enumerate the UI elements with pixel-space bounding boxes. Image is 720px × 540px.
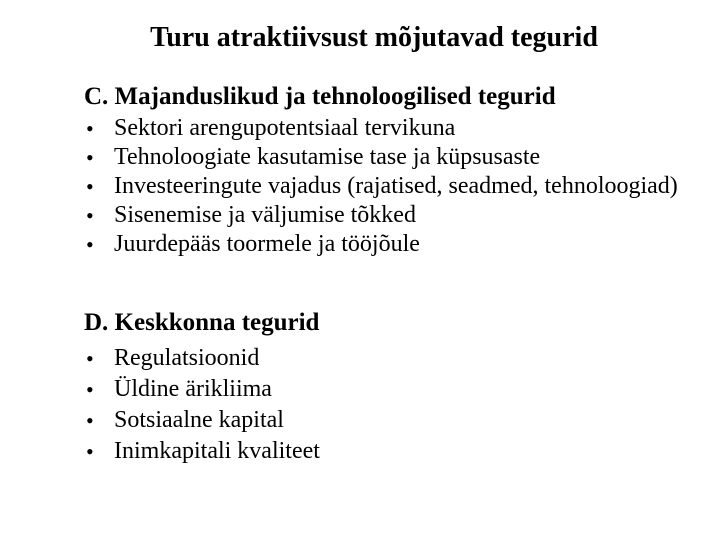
bullet-icon: • — [86, 408, 94, 433]
bullet-icon: • — [86, 346, 94, 371]
list-item — [84, 374, 684, 405]
list-item-text: Juurdepääs toormele ja tööjõule — [114, 231, 420, 257]
bullet-icon: • — [86, 232, 94, 257]
list-item-text: Sektori arengupotentsiaal tervikuna — [114, 115, 456, 141]
list-item-text: Regulatsioonid — [114, 345, 260, 371]
bullet-list-d — [84, 343, 684, 467]
bullet-icon: • — [86, 174, 94, 199]
bullet-icon: • — [86, 145, 94, 170]
list-item-text: Tehnoloogiate kasutamise tase ja küpsusaste — [114, 144, 541, 170]
section-heading-d: D. Keskkonna tegurid — [84, 309, 320, 336]
list-item-text: Sotsiaalne kapital — [114, 407, 284, 433]
list-item — [84, 114, 684, 143]
bullet-list-c — [84, 114, 684, 259]
list-item — [84, 143, 684, 172]
list-item — [84, 201, 684, 230]
bullet-icon: • — [86, 203, 94, 228]
section-environmental — [84, 306, 684, 467]
bullet-icon: • — [86, 377, 94, 402]
section-economic-technological — [84, 80, 684, 259]
list-item-text: Inimkapitali kvaliteet — [114, 438, 320, 464]
bullet-icon: • — [86, 439, 94, 464]
list-item-text: Üldine ärikliima — [114, 376, 272, 402]
bullet-icon: • — [86, 116, 94, 141]
section-heading-c-text: C. Majanduslikud ja tehnoloogilised tegurid — [84, 83, 556, 110]
list-item — [84, 230, 684, 259]
list-item — [84, 436, 684, 467]
section-heading-c — [84, 80, 684, 114]
list-item — [84, 343, 684, 374]
list-item — [84, 405, 684, 436]
list-item-text: Sisenemise ja väljumise tõkked — [114, 202, 416, 228]
slide-title: Turu atraktiivsust mõjutavad tegurid — [150, 22, 598, 53]
list-item — [84, 172, 684, 201]
list-item-text: Investeeringute vajadus (rajatised, seadmed, tehnoloogiad) — [114, 173, 678, 199]
